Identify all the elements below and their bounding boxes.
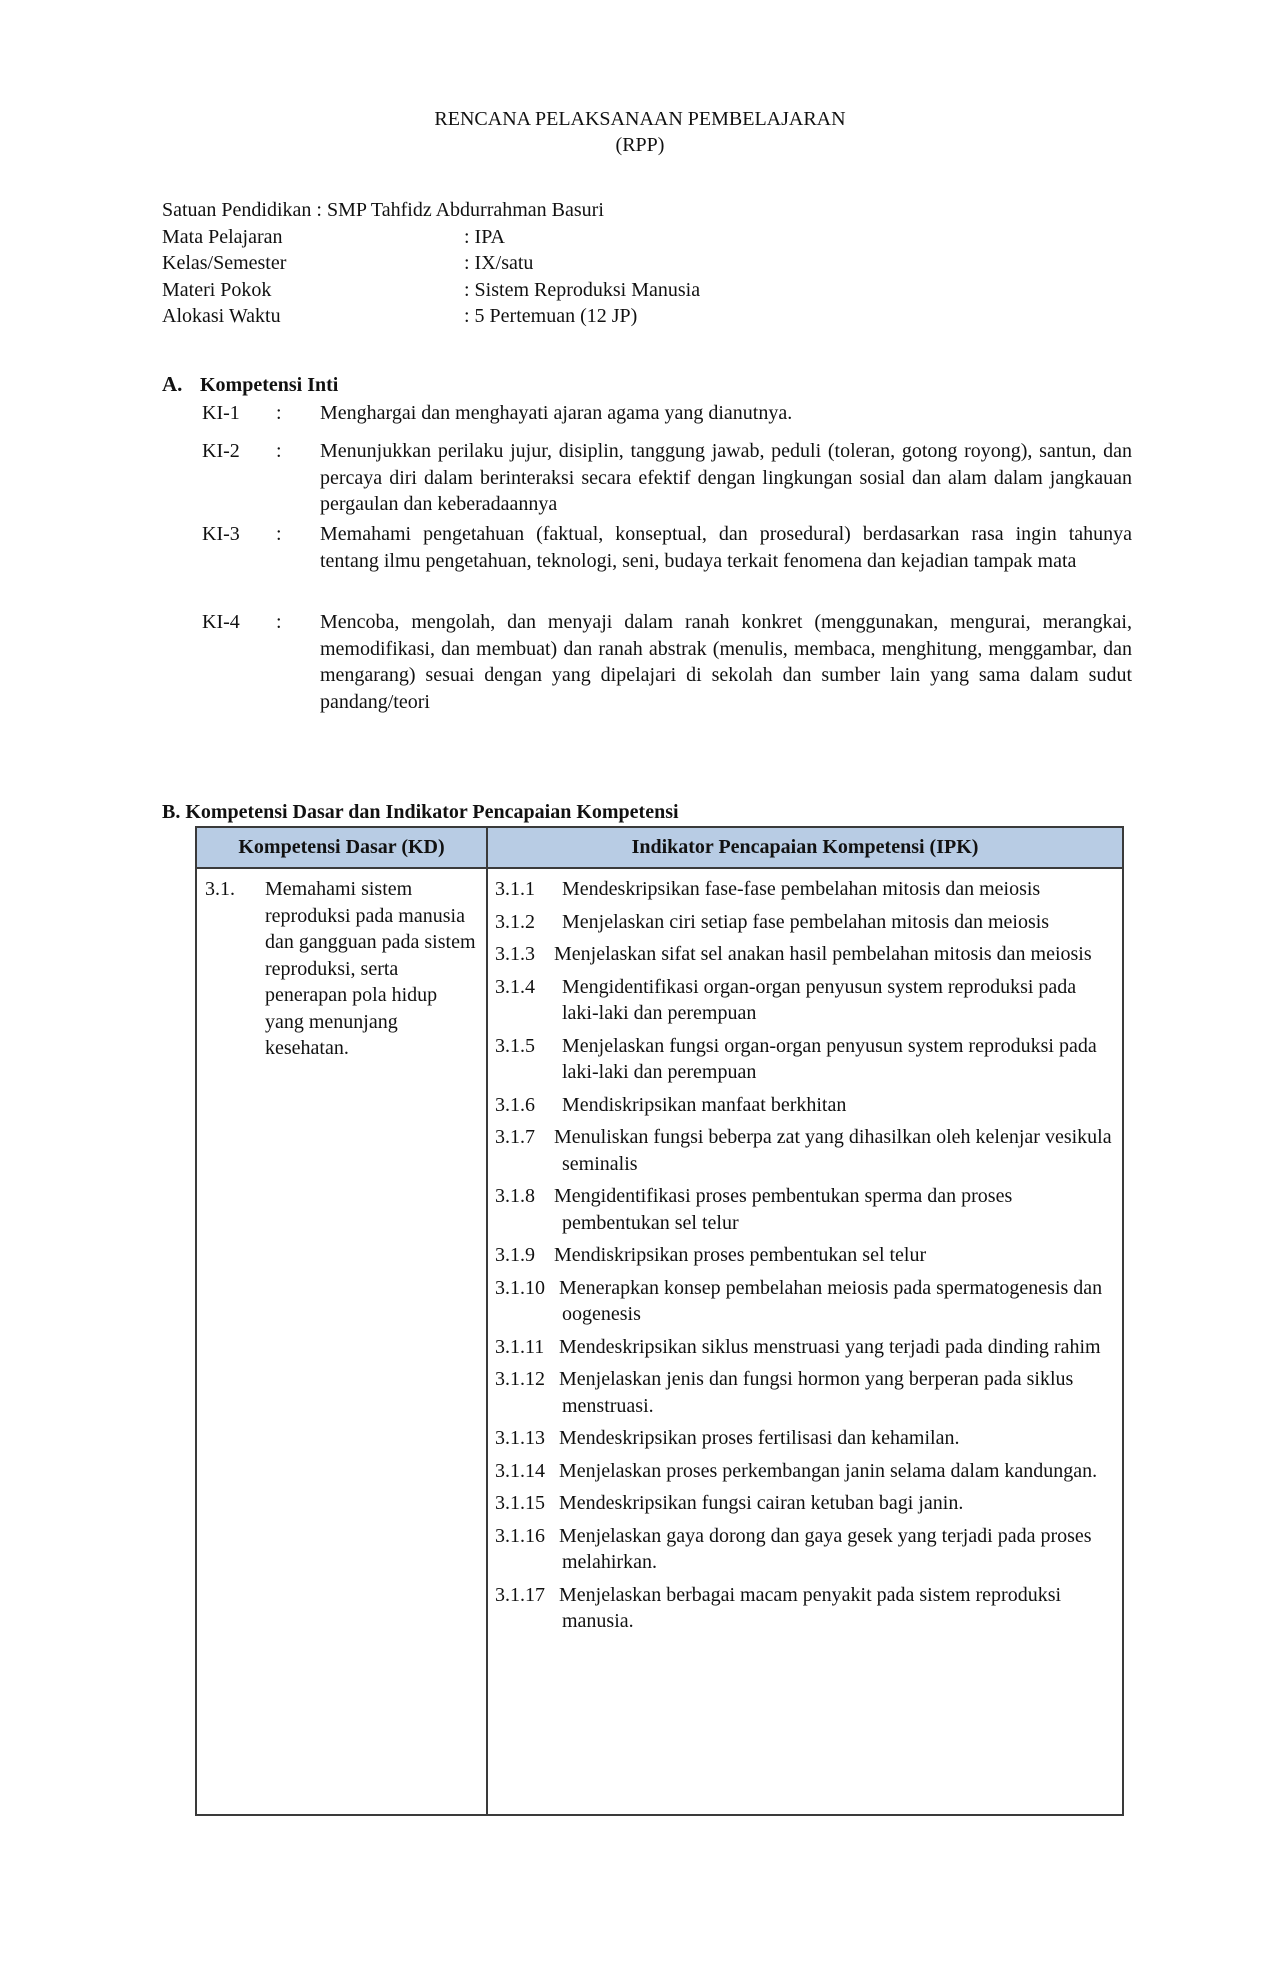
- ipk-item: [495, 1334, 1115, 1361]
- ipk-item: [495, 1275, 1115, 1328]
- ipk-text: Menjelaskan ciri setiap fase pembelahan mitosis dan meiosis: [562, 910, 1050, 933]
- section-letter: A.: [162, 372, 183, 396]
- ipk-text: Mendiskripsikan proses pembentukan sel telur: [554, 1244, 927, 1266]
- ki-item: [202, 400, 1132, 428]
- ipk-item: [495, 1523, 1115, 1576]
- ipk-item: [495, 1242, 1115, 1269]
- ipk-item: [495, 909, 1115, 936]
- section-title: Kompetensi Inti: [200, 374, 339, 396]
- ipk-number: 3.1.7: [495, 1126, 535, 1148]
- ipk-number: 3.1.14: [495, 1459, 545, 1482]
- ki-colon: :: [276, 523, 282, 545]
- ki-colon: :: [276, 611, 282, 633]
- ki-text: Mencoba, mengolah, dan menyaji dalam ranah konkret (menggunakan, mengurai, merangkai, memodifikasi, dan membuat) dan ranah abstrak (menulis, membaca, menghitung, menggambar, dan mengarang) sesuai dengan yang dipelajari di sekolah dan sumber lain yang sama dalam sudut pandang/teori: [320, 611, 1132, 713]
- column-divider: [486, 828, 488, 1814]
- ipk-number: 3.1.5: [495, 1034, 535, 1057]
- ipk-number: 3.1.12: [495, 1368, 545, 1390]
- ipk-item: [495, 876, 1115, 903]
- kd-number: 3.1.: [205, 878, 235, 900]
- document-subtitle: (RPP): [615, 134, 665, 156]
- ipk-text: Menerapkan konsep pembelahan meiosis pada spermatogenesis dan oogenesis: [559, 1276, 1103, 1325]
- ipk-text: Mendeskripsikan siklus menstruasi yang terjadi pada dinding rahim: [559, 1335, 1101, 1358]
- kd-ipk-table: [195, 826, 1124, 1816]
- ki-item: [202, 438, 1132, 518]
- ki-text: Memahami pengetahuan (faktual, konseptual, dan prosedural) berdasarkan rasa ingin tahunya tentang ilmu pengetahuan, teknologi, seni, budaya terkait fenomena dan kejadian tampak mata: [320, 523, 1132, 572]
- identity-label: Alokasi Waktu: [162, 305, 281, 327]
- ipk-item: [495, 1033, 1115, 1086]
- ipk-text: Menjelaskan berbagai macam penyakit pada sistem reproduksi manusia.: [559, 1583, 1062, 1632]
- identity-value: : IPA: [464, 225, 505, 248]
- ipk-number: 3.1.1: [495, 878, 535, 900]
- ipk-number: 3.1.8: [495, 1185, 535, 1207]
- ipk-text: Menjelaskan fungsi organ-organ penyusun system reproduksi pada laki-laki dan perempuan: [562, 1034, 1097, 1083]
- ipk-list: [495, 876, 1115, 1641]
- ipk-number: 3.1.10: [495, 1276, 545, 1299]
- ipk-number: 3.1.16: [495, 1524, 545, 1547]
- ki-code: KI-2: [202, 440, 240, 462]
- ki-item: [202, 609, 1132, 715]
- identity-value: : Sistem Reproduksi Manusia: [464, 278, 701, 301]
- ipk-number: 3.1.2: [495, 910, 535, 933]
- ki-text: Menghargai dan menghayati ajaran agama yang dianutnya.: [320, 402, 793, 424]
- kd-text: Memahami sistem reproduksi pada manusia dan gangguan pada sistem reproduksi, serta penerapan pola hidup yang menunjang kesehatan.: [265, 878, 476, 1059]
- ipk-text: Mengidentifikasi proses pembentukan sperma dan proses pembentukan sel telur: [554, 1185, 1013, 1234]
- ipk-number: 3.1.3: [495, 943, 535, 965]
- header-ipk: Indikator Pencapaian Kompetensi (IPK): [631, 836, 979, 858]
- ipk-text: Menuliskan fungsi beberpa zat yang dihasilkan oleh kelenjar vesikula seminalis: [554, 1126, 1112, 1175]
- ki-code: KI-1: [202, 402, 240, 424]
- section-b-heading: B. Kompetensi Dasar dan Indikator Pencapaian Kompetensi: [162, 801, 679, 823]
- identity-label: Mata Pelajaran: [162, 225, 283, 248]
- ki-code: KI-3: [202, 523, 240, 545]
- ipk-number: 3.1.17: [495, 1583, 545, 1606]
- ipk-item: [495, 1458, 1115, 1485]
- ipk-text: Menjelaskan proses perkembangan janin selama dalam kandungan.: [559, 1459, 1098, 1482]
- identity-value: : 5 Pertemuan (12 JP): [464, 305, 638, 327]
- document-title: RENCANA PELAKSANAAN PEMBELAJARAN: [434, 108, 846, 130]
- ki-item: [202, 521, 1132, 601]
- ipk-item: [495, 974, 1115, 1027]
- ipk-item: [495, 1092, 1115, 1119]
- ipk-number: 3.1.15: [495, 1492, 545, 1514]
- ipk-item: [495, 941, 1115, 968]
- ki-colon: :: [276, 402, 282, 424]
- ipk-text: Menjelaskan sifat sel anakan hasil pembelahan mitosis dan meiosis: [554, 943, 1092, 965]
- ipk-number: 3.1.4: [495, 975, 535, 998]
- identity-label: Kelas/Semester: [162, 252, 287, 274]
- identity-label: Materi Pokok: [162, 278, 272, 301]
- ipk-number: 3.1.13: [495, 1427, 545, 1449]
- ipk-number: 3.1.6: [495, 1093, 535, 1116]
- ki-colon: :: [276, 440, 282, 462]
- ki-code: KI-4: [202, 611, 240, 633]
- ki-text: Menunjukkan perilaku jujur, disiplin, tanggung jawab, peduli (toleran, gotong royong), santun, dan percaya diri dalam berinteraksi secara efektif dengan lingkungan sosial dan alam dalam jangkauan pergaulan dan keberadaannya: [320, 440, 1132, 515]
- ipk-text: Menjelaskan jenis dan fungsi hormon yang berperan pada siklus menstruasi.: [559, 1368, 1074, 1417]
- table-header: [197, 828, 1122, 869]
- ipk-item: [495, 1582, 1115, 1635]
- school-line: Satuan Pendidikan : SMP Tahfidz Abdurrahman Basuri: [162, 199, 604, 221]
- ipk-item: [495, 1425, 1115, 1452]
- section-a-heading: [162, 371, 338, 398]
- ipk-item: [495, 1183, 1115, 1236]
- ipk-text: Mendiskripsikan manfaat berkhitan: [562, 1093, 847, 1116]
- ipk-item: [495, 1490, 1115, 1517]
- header-kd: Kompetensi Dasar (KD): [238, 836, 445, 858]
- ipk-text: Mendeskripsikan fase-fase pembelahan mitosis dan meiosis: [562, 878, 1041, 900]
- ipk-text: Menjelaskan gaya dorong dan gaya gesek yang terjadi pada proses melahirkan.: [559, 1524, 1092, 1573]
- ipk-item: [495, 1366, 1115, 1419]
- ipk-text: Mendeskripsikan proses fertilisasi dan kehamilan.: [559, 1427, 960, 1449]
- ipk-text: Mengidentifikasi organ-organ penyusun system reproduksi pada laki-laki dan perempuan: [562, 975, 1077, 1024]
- identity-value: : IX/satu: [464, 252, 534, 274]
- ipk-number: 3.1.11: [495, 1335, 545, 1358]
- ipk-item: [495, 1124, 1115, 1177]
- ipk-text: Mendeskripsikan fungsi cairan ketuban bagi janin.: [559, 1492, 964, 1514]
- ipk-number: 3.1.9: [495, 1244, 535, 1266]
